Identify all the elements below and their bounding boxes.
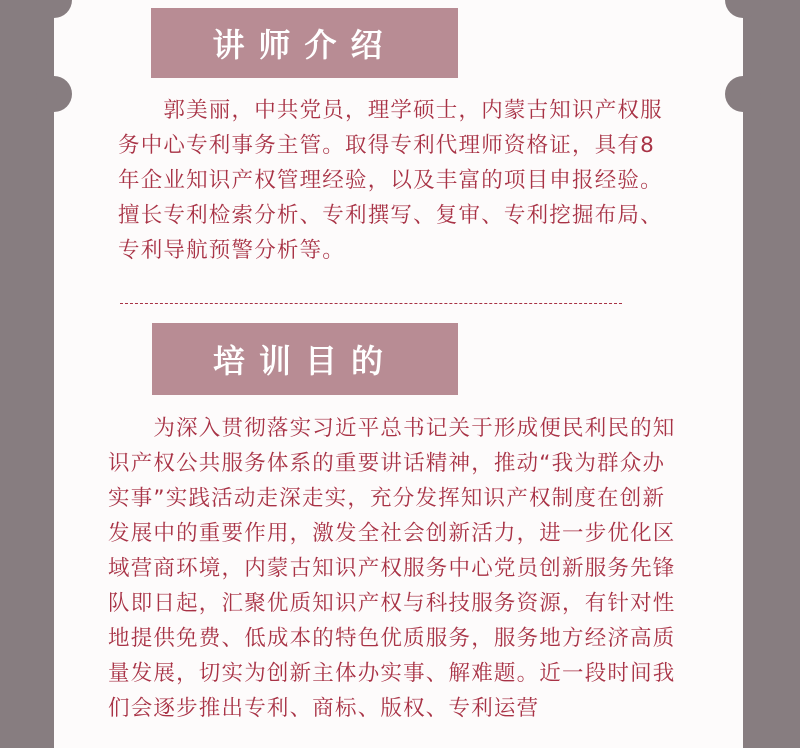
card-notch xyxy=(36,76,72,112)
card-notch xyxy=(725,76,761,112)
section-divider xyxy=(120,303,622,304)
section-title-instructor: 讲师介绍 xyxy=(151,8,458,78)
section-title-purpose: 培训目的 xyxy=(152,323,458,395)
purpose-text: 为深入贯彻落实习近平总书记关于形成便民利民的知识产权公共服务体系的重要讲话精神，推动“我为群众办实事”实践活动走深走实，充分发挥知识产权制度在创新发展中的重要作用，激发全社会创新活力，进一步优化区域营商环境，内蒙古知识产权服务中心党员创新服务先锋队即日起，汇聚优质知识产权与科技服务资源，有针对性地提供免费、低成本的特色优质服务，服务地方经济高质量发展，切实为创新主体办实事、解难题。近一段时间我们会逐步推出专利、商标、版权、专利运营 xyxy=(108,416,676,721)
instructor-bio: 郭美丽，中共党员，理学硕士，内蒙古知识产权服务中心专利事务主管。取得专利代理师资格证，具有8年企业知识产权管理经验，以及丰富的项目申报经验。擅长专利检索分析、专利撰写、复审、专利挖掘布局、专利导航预警分析等。 xyxy=(118,98,663,263)
